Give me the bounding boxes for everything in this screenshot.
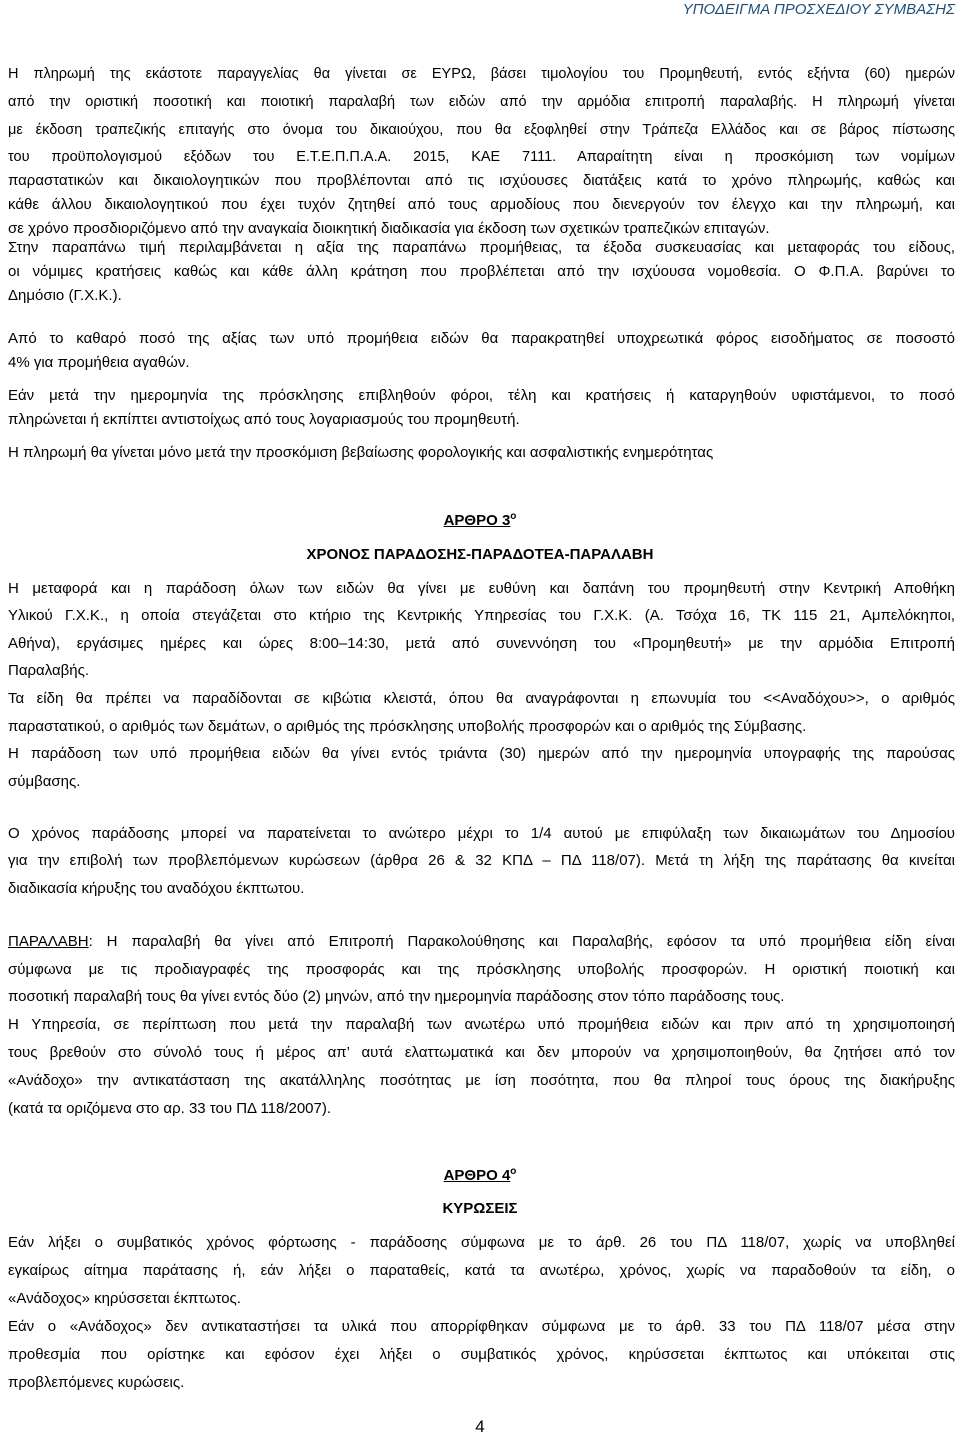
article-4-heading-sup: ο: [510, 1166, 517, 1177]
text-line: Υλικού Γ.Χ.Κ., η οποία στεγάζεται στο κτήριο της Κεντρικής Υπηρεσίας του Γ.Χ.Κ. (Α. Τσόχα 16, ΤΚ 115 21, Αμπελόκηποι,: [8, 607, 955, 624]
text-line: σύμφωνα με τις προδιαγραφές της προσφοράς και της πρόσκλησης υποβολής προσφορών. Η οριστική ποιοτική και: [8, 961, 955, 978]
text-line: προθεσμία που ορίστηκε και εφόσον έχει λήξει ο συμβατικός χρόνος, κηρύσσεται έκπτωτος και υπόκειται στις: [8, 1346, 955, 1363]
article-4-heading-label: ΑΡΘΡΟ 4: [443, 1167, 511, 1184]
text-line: ποσοτική παραλαβή τους θα γίνει εντός δύο (2) μηνών, από την ημερομηνία παράδοσης στον τόπο παράδοσης τους.: [8, 988, 785, 1005]
text-line: παραστατικών και δικαιολογητικών που προβλέπονται από τις ισχύουσες διατάξεις κατά το χρόνο πληρωμής, καθώς και: [8, 172, 955, 189]
text-line: Η πληρωμή θα γίνεται μόνο μετά την προσκόμιση βεβαίωσης φορολογικής και ασφαλιστικής ενημερότητας: [8, 444, 714, 461]
text-line: για την επιβολή των προβλεπόμενων κυρώσεων (άρθρα 26 & 32 ΚΠΔ – ΠΔ 118/07). Μετά τη λήξη της παράτασης θα κινείται: [8, 852, 955, 869]
text-line: [8, 932, 955, 952]
text-line: Δημόσιο (Γ.Χ.Κ.).: [8, 287, 122, 304]
text-line: «Ανάδοχο» την αντικατάσταση της ακατάλληλης ποσότητας με ίση ποσότητα, που θα πληροί τους όρους της διακήρυξης: [8, 1072, 955, 1089]
text-line: Από το καθαρό ποσό της αξίας των υπό προμήθεια ειδών θα παρακρατηθεί υποχρεωτικά φόρος εισοδήματος σε ποσοστό: [8, 330, 955, 347]
text-line: Στην παραπάνω τιμή περιλαμβάνεται η αξία της παραπάνω προμήθειας, τα έξοδα συσκευασίας και μεταφοράς του είδους,: [8, 239, 955, 256]
text-line: εγκαίρως αίτημα παράτασης ή, εάν λήξει ο παραταθείς, κατά τα ανωτέρω, χρόνος, χωρίς να παραδοθούν τα είδη, ο: [8, 1262, 955, 1279]
text-line: τους βρεθούν στο σύνολό τους ή μέρος απ’ αυτά ελαττωματικά και δεν μπορούν να χρησιμοποιηθούν, θα ζητήσει από τον: [8, 1044, 955, 1061]
receipt-label: ΠΑΡΑΛΑΒΗ: [8, 933, 89, 950]
text-line: 4% για προμήθεια αγαθών.: [8, 354, 190, 371]
article-4-heading: [0, 1166, 960, 1186]
text-line: (κατά τα οριζόμενα στο αρ. 33 του ΠΔ 118/2007).: [8, 1100, 332, 1117]
text-line: οι νόμιμες κρατήσεις καθώς και κάθε άλλη κράτηση που προβλέπεται από την ισχύουσα νομοθεσία. Ο Φ.Π.Α. βαρύνει το: [8, 263, 955, 280]
text-line: από την οριστική ποσοτική και ποιοτική παραλαβή των ειδών από την αρμόδια επιτροπή παραλαβής. Η πληρωμή γίνεται: [8, 94, 955, 110]
text-line: Ο χρόνος παράδοσης μπορεί να παρατείνεται το ανώτερο μέχρι το 1/4 αυτού με επιφύλαξη των δικαιωμάτων του Δημοσίου: [8, 825, 955, 842]
text-line: σε χρόνο προσδιοριζόμενο από την αναγκαία διοικητική διαδικασία για έκδοση των σχετικών τραπεζικών επιταγών.: [8, 220, 770, 237]
text-line: Εάν μετά την ημερομηνία της πρόσκλησης επιβληθούν φόροι, τέλη και κρατήσεις ή καταργηθούν υφιστάμενοι, το ποσό: [8, 387, 955, 404]
text-line: διαδικασία κήρυξης του αναδόχου έκπτωτου.: [8, 880, 305, 897]
text-line: Η πληρωμή της εκάστοτε παραγγελίας θα γίνεται σε ΕΥΡΩ, βάσει τιμολογίου του Προμηθευτή, εντός εξήντα (60) ημερών: [8, 66, 955, 82]
text-line: Παραλαβής.: [8, 662, 90, 679]
text-line: κάθε άλλου δικαιολογητικού που έχει τυχόν ζητηθεί από τους αρμοδίους που διενεργούν τον έλεγχο και την πληρωμή, και: [8, 196, 955, 213]
article-3-heading: [0, 511, 960, 531]
text-line: Τα είδη θα πρέπει να παραδίδονται σε κιβώτια κλειστά, όπου θα αναγράφονται η επωνυμία του <<Αναδόχου>>, ο αριθμός: [8, 690, 955, 707]
text-line: με έκδοση τραπεζικής επιταγής στο όνομα του δικαιούχου, που θα εξοφληθεί στην Τράπεζα Ελλάδος και σε βάρος πίστωσης: [8, 122, 955, 138]
article-3-heading-sup: ο: [510, 511, 517, 522]
running-header: ΥΠΟΔΕΙΓΜΑ ΠΡΟΣΧΕΔΙΟΥ ΣΥΜΒΑΣΗΣ: [682, 1, 955, 18]
text-line: Αθήνα), εργάσιμες ημέρες και ώρες 8:00–14:30, μετά από συνεννόηση του «Προμηθευτή» με την αρμόδια Επιτροπή: [8, 635, 955, 652]
text-line: του προϋπολογισμού εξόδων του Ε.Τ.Ε.Π.Π.Α.Α. 2015, ΚΑΕ 7111. Απαραίτητη είναι η προσκόμιση των νομίμων: [8, 149, 955, 165]
text-line: προβλεπόμενες κυρώσεις.: [8, 1374, 185, 1391]
text-line: πληρώνεται ή εκπίπτει αντιστοίχως από τους λογαριασμούς του προμηθευτή.: [8, 411, 520, 428]
text-line: Η μεταφορά και η παράδοση όλων των ειδών θα γίνει με ευθύνη και δαπάνη του προμηθευτή στην Κεντρική Αποθήκη: [8, 580, 955, 597]
article-3-title: ΧΡΟΝΟΣ ΠΑΡΑΔΟΣΗΣ-ΠΑΡΑΔΟΤΕΑ-ΠΑΡΑΛΑΒΗ: [306, 546, 654, 563]
page-number: 4: [475, 1417, 485, 1436]
article-3-heading-label: ΑΡΘΡΟ 3: [443, 512, 511, 529]
text-line: Η παράδοση των υπό προμήθεια ειδών θα γίνει εντός τριάντα (30) ημερών από την ημερομηνία υπογραφής της παρούσας: [8, 745, 955, 762]
receipt-text: : Η παραλαβή θα γίνει από Επιτροπή Παρακολούθησης και Παραλαβής, εφόσον τα υπό προμήθεια είδη είναι: [88, 933, 955, 950]
text-line: «Ανάδοχος» κηρύσσεται έκπτωτος.: [8, 1290, 241, 1307]
text-line: παραστατικού, ο αριθμός των δεμάτων, ο αριθμός της πρόσκλησης υποβολής προσφορών και ο αριθμός της Σύμβασης.: [8, 718, 807, 735]
text-line: σύμβασης.: [8, 773, 81, 790]
article-4-title: ΚΥΡΩΣΕΙΣ: [442, 1200, 518, 1217]
text-line: Εάν λήξει ο συμβατικός χρόνος φόρτωσης - παράδοσης σύμφωνα με το άρθ. 26 του ΠΔ 118/07, χωρίς να υποβληθεί: [8, 1234, 955, 1251]
text-line: Εάν ο «Ανάδοχος» δεν αντικαταστήσει τα υλικά που απορρίφθηκαν σύμφωνα με το άρθ. 33 του ΠΔ 118/07 μέσα στην: [8, 1318, 955, 1335]
text-line: Η Υπηρεσία, σε περίπτωση που μετά την παραλαβή των ανωτέρω υπό προμήθεια ειδών και πριν από τη χρησιμοποιησή: [8, 1016, 955, 1033]
